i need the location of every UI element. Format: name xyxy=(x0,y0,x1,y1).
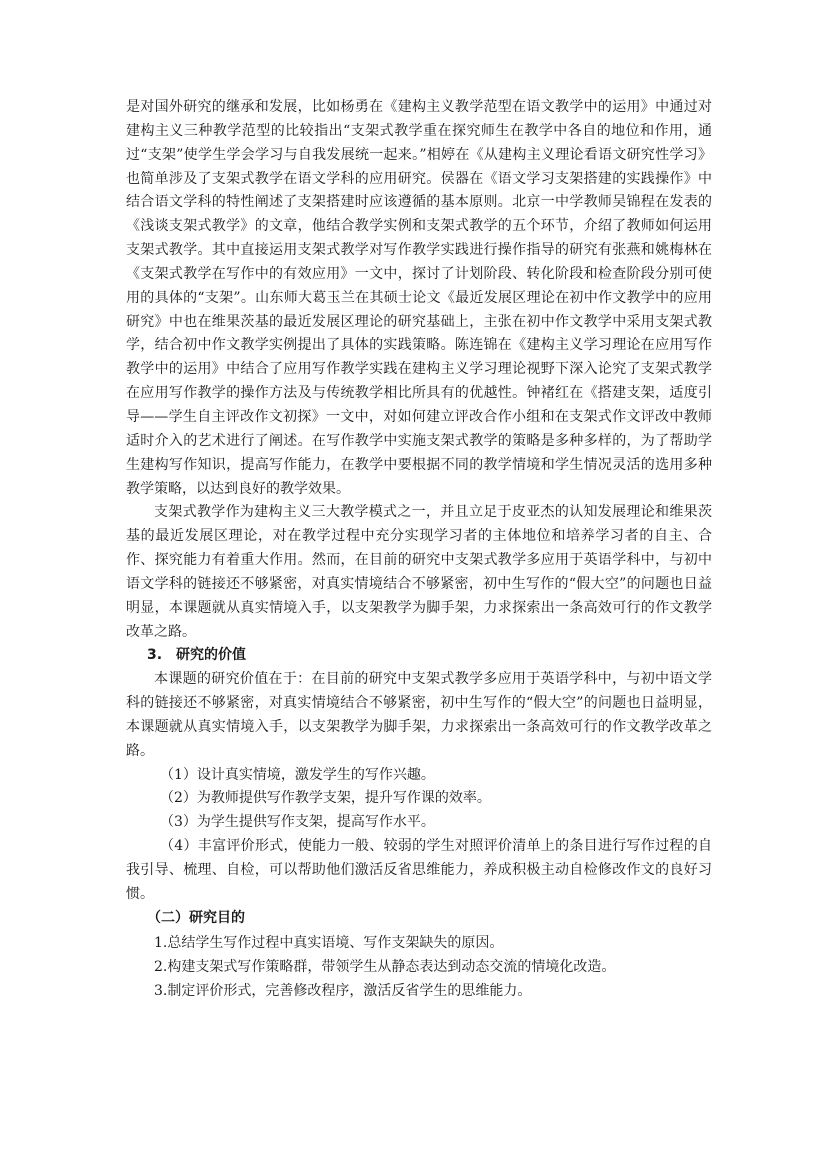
document-page xyxy=(126,96,712,1004)
list-item: （1）设计真实情境，激发学生的写作兴趣。 xyxy=(160,766,435,783)
list-item: 2.构建支架式写作策略群，带领学生从静态表达到动态交流的情境化改造。 xyxy=(154,958,616,975)
list-item: 3.制定评价形式，完善修改程序，激活反省学生的思维能力。 xyxy=(154,983,532,1000)
list-item: （2）为教师提供写作教学支架，提升写作课的效率。 xyxy=(160,790,491,807)
paragraph-research-value: 本课题的研究价值在于：在目前的研究中支架式教学多应用于英语学科中，与初中语文学科的链接还不够紧密，对真实情境结合不够紧密，初中生写作的“假大空”的问题也日益明显，本课题就从真实情境入手，以支架教学为脚手架，力求探索出一条高效可行的作文教学改革之路。 xyxy=(126,671,712,759)
paragraph-literature-review: 是对国外研究的继承和发展，比如杨勇在《建构主义教学范型在语文教学中的运用》中通过对建构主义三种教学范型的比较指出“支架式教学重在探究师生在教学中各自的地位和作用，通过“支架”使学生学会学习与自我发展统一起来。”相婷在《从建构主义理论看语文研究性学习》也简单涉及了支架式教学在语文学科的应用研究。侯器在《语文学习支架搭建的实践操作》中结合语文学科的特性阐述了支架搭建时应该遵循的基本原则。北京一中学教师吴锦程在发表的《浅谈支架式教学》的文章，他结合教学实例和支架式教学的五个环节，介绍了教师如何运用支架式教学。其中直接运用支架式教学对写作教学实践进行操作指导的研究有张燕和姚梅林在《支架式教学在写作中的有效应用》一文中，探讨了计划阶段、转化阶段和检查阶段分别可使用的具体的“支架”。山东师大葛玉兰在其硕士论文《最近发展区理论在初中作文教学中的应用研究》中也在维果茨基的最近发展区理论的研究基础上，主张在初中作文教学中采用支架式教学，结合初中作文教学实例提出了具体的实践策略。陈连锦在《建构主义学习理论在应用写作教学中的运用》中结合了应用写作教学实践在建构主义学习理论视野下深入论究了支架式教学在应用写作教学的操作方法及与传统教学相比所具有的优越性。钟褚红在《搭建支架，适度引导——学生自主评改作文初探》一文中，对如何建立评改合作小组和在支架式作文评改中教师适时介入的艺术进行了阐述。在写作教学中实施支架式教学的策略是多种多样的，为了帮助学生建构写作知识，提高写作能力，在教学中要根据不同的教学情境和学生情况灵活的选用多种教学策略，以达到良好的教学效果。 xyxy=(126,99,712,497)
section-heading-research-value: 3. 研究的价值 xyxy=(147,647,247,664)
section-heading-research-purpose: （二）研究目的 xyxy=(147,909,245,926)
paragraph-scaffolding-summary: 支架式教学作为建构主义三大教学模式之一，并且立足于皮亚杰的认知发展理论和维果茨基的最近发展区理论，对在教学过程中充分实现学习者的主体地位和培养学习者的自主、合作、探究能力有着重大作用。然而，在目前的研究中支架式教学多应用于英语学科中，与初中语文学科的链接还不够紧密，对真实情境结合不够紧密，初中生写作的“假大空”的问题也日益明显，本课题就从真实情境入手，以支架教学为脚手架，力求探索出一条高效可行的作文教学改革之路。 xyxy=(126,504,712,640)
list-item: 1.总结学生写作过程中真实语境、写作支架缺失的原因。 xyxy=(154,934,504,951)
list-item: （4）丰富评价形式，使能力一般、较弱的学生对照评价清单上的条目进行写作过程的自我引导、梳理、自检，可以帮助他们激活反省思维能力，养成积极主动自检修改作文的良好习惯。 xyxy=(126,838,712,902)
list-item: （3）为学生提供写作支架，提高写作水平。 xyxy=(160,814,435,831)
